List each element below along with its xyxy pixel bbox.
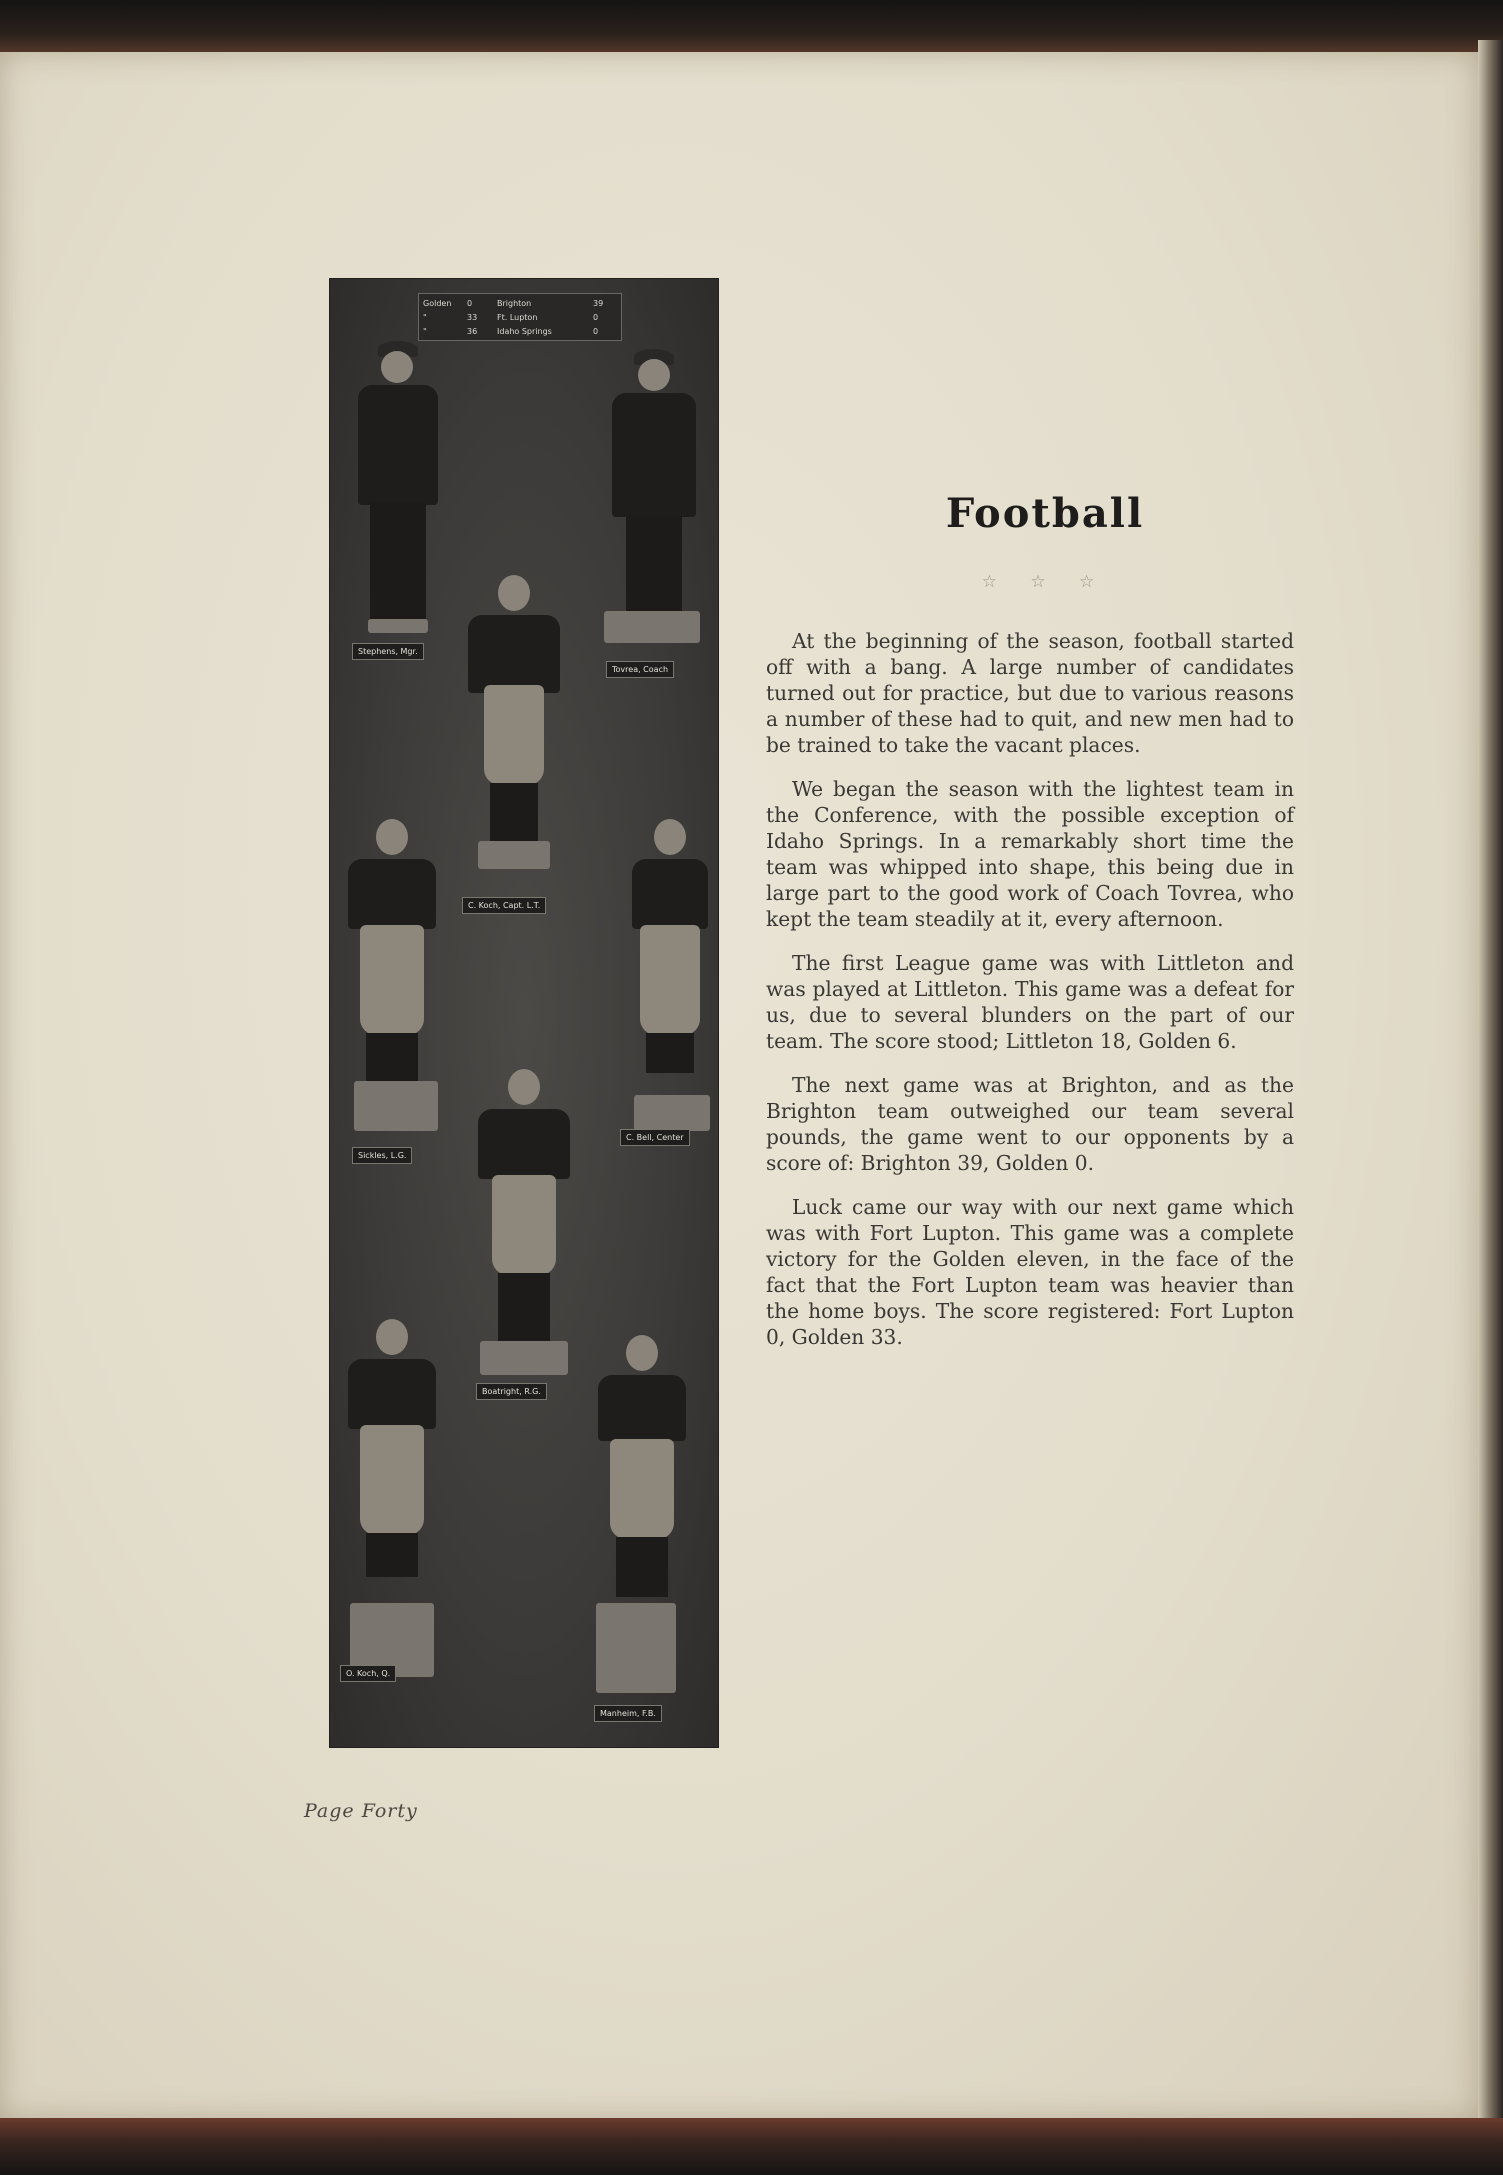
article-body xyxy=(766,628,1294,1368)
player-caption: Boatright, R.G. xyxy=(476,1383,547,1400)
player-figure xyxy=(342,1319,442,1679)
player-caption: Stephens, Mgr. xyxy=(352,643,424,660)
player-caption: C. Koch, Capt. L.T. xyxy=(462,897,546,914)
score-cell: 0 xyxy=(593,327,599,336)
score-cell: 33 xyxy=(467,313,478,322)
page-title: Football xyxy=(945,490,1145,537)
player-caption: O. Koch, Q. xyxy=(340,1665,396,1682)
score-cell: " xyxy=(423,313,427,322)
book-top-edge xyxy=(0,0,1503,56)
score-cell: Brighton xyxy=(497,299,532,308)
score-cell: 39 xyxy=(593,299,604,308)
score-cell: " xyxy=(423,327,427,336)
score-cell: 0 xyxy=(593,313,599,322)
scoreboard xyxy=(418,293,622,341)
score-cell: Golden xyxy=(423,299,452,308)
player-figure xyxy=(470,1069,578,1379)
player-figure xyxy=(348,341,448,641)
score-cell: 36 xyxy=(467,327,478,336)
page-number: Page Forty xyxy=(304,1800,418,1822)
player-caption: Manheim, F.B. xyxy=(594,1705,662,1722)
player-figure xyxy=(590,1335,694,1695)
player-caption: Tovrea, Coach xyxy=(606,661,674,678)
score-cell: Idaho Springs xyxy=(497,327,552,336)
score-cell: Ft. Lupton xyxy=(497,313,538,322)
paragraph: We began the season with the lightest team in the Conference, with the possible exception of Idaho Springs. In a remarkably short time the team was whipped into shape, this being due in large part to the good work of Coach Tovrea, who kept the team steadily at it, every afternoon. xyxy=(766,777,1294,931)
book-spine-edge xyxy=(1478,40,1503,2130)
paragraph: The next game was at Brighton, and as the Brighton team outweighed our team several pounds, the game went to our opponents by a score of: Brighton 39, Golden 0. xyxy=(766,1073,1294,1175)
paragraph: The first League game was with Littleton and was played at Littleton. This game was a defeat for us, due to several blunders on the part of our team. The score stood; Littleton 18, Golden 6. xyxy=(766,951,1294,1053)
player-figure xyxy=(626,819,714,1139)
paragraph: At the beginning of the season, football started off with a bang. A large number of candidates turned out for practice, but due to various reasons a number of these had to quit, and new men had to be trained to take the vacant places. xyxy=(766,629,1294,757)
star-ornament: ☆ ☆ ☆ xyxy=(981,572,1109,592)
player-caption: C. Bell, Center xyxy=(620,1129,690,1146)
player-caption: Sickles, L.G. xyxy=(352,1147,412,1164)
team-photo xyxy=(329,278,719,1748)
paragraph: Luck came our way with our next game which was with Fort Lupton. This game was a complete victory for the Golden eleven, in the face of the fact that the Fort Lupton team was heavier than the home boys. The score registered: Fort Lupton 0, Golden 33. xyxy=(766,1195,1294,1349)
score-cell: 0 xyxy=(467,299,473,308)
player-figure xyxy=(458,575,570,875)
book-bottom-edge xyxy=(0,2118,1503,2175)
player-figure xyxy=(342,819,442,1139)
player-figure xyxy=(602,349,706,649)
